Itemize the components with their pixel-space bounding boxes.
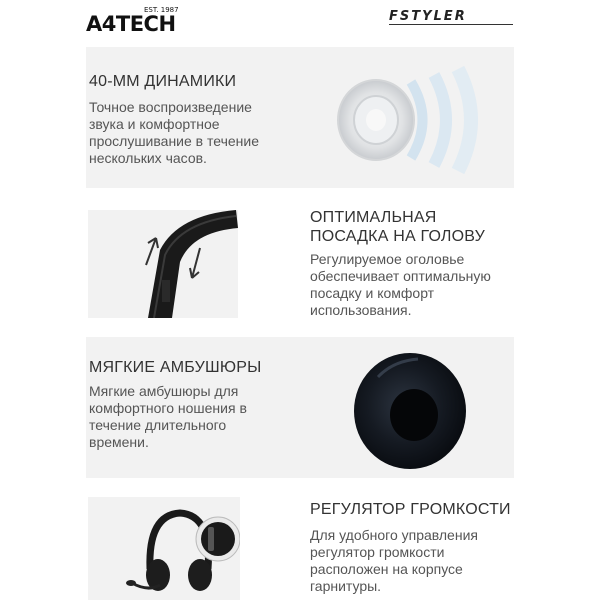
section-drivers	[86, 47, 514, 188]
header	[0, 0, 600, 40]
section-title: РЕГУЛЯТОР ГРОМКОСТИ	[310, 501, 511, 518]
section-description: Точное воспроизведение звука и комфортное прослушивание в течение нескольких часов.	[89, 99, 259, 166]
logo-text: A4TECH	[86, 12, 176, 36]
section-title-line1: ОПТИМАЛЬНАЯ	[310, 209, 437, 226]
section-ear-cushions	[86, 337, 514, 478]
section-title-line2: ПОСАДКА НА ГОЛОВУ	[310, 228, 485, 245]
section-volume-control	[86, 497, 514, 600]
section-description: Мягкие амбушюры для комфортного ношения в течение длительного времени.	[89, 383, 247, 450]
section-description: Для удобного управления регулятор громкости расположен на корпусе гарнитуры.	[310, 527, 478, 594]
speaker-driver-icon	[316, 57, 506, 182]
fstyler-underline	[389, 24, 513, 25]
ear-cushion-icon	[348, 347, 468, 472]
section-title: МЯГКИЕ АМБУШЮРЫ	[89, 359, 262, 376]
section-title: 40-ММ ДИНАМИКИ	[89, 73, 237, 90]
fstyler-logo: FSTYLER	[389, 9, 467, 24]
headband-icon	[88, 210, 238, 318]
headset-volume-icon	[88, 497, 240, 600]
logo-established: EST. 1987	[144, 6, 179, 14]
section-description: Регулируемое оголовье обеспечивает оптимальную посадку и комфорт использования.	[310, 251, 491, 318]
section-headband	[86, 208, 514, 320]
